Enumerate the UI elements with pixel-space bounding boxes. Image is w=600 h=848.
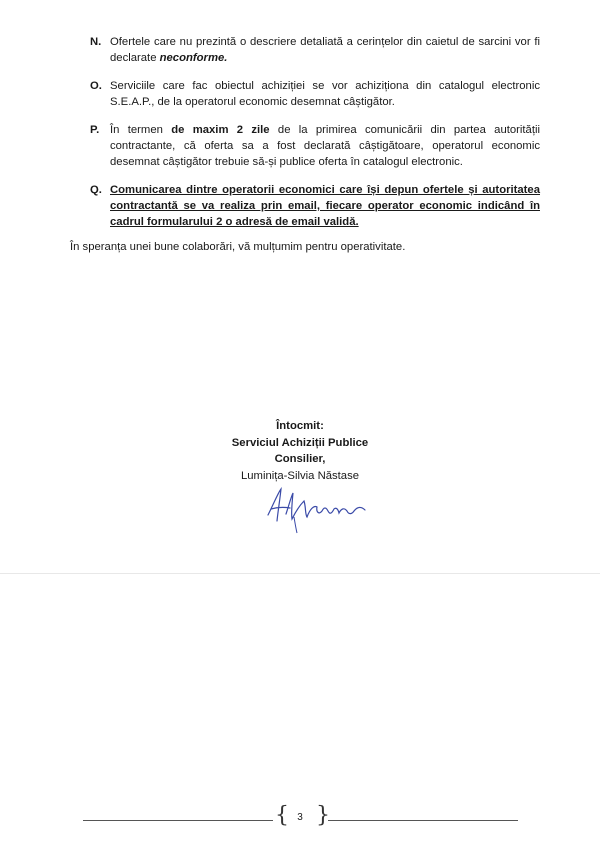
handwritten-signature bbox=[262, 487, 374, 535]
footer-bracket-right: } bbox=[316, 803, 330, 828]
clause-letter: O. bbox=[90, 80, 102, 92]
signatory-role: Consilier, bbox=[274, 453, 326, 465]
clause-emphasis: neconforme. bbox=[159, 52, 228, 65]
clause-text: Serviciile care fac obiectul achiziției se vor achiziționa din catalogul electronic S.E.A.P., de la operatorul economic desemnat câștigător. bbox=[110, 80, 540, 109]
clause-text-part: În termen bbox=[110, 124, 172, 136]
clause-letter: P. bbox=[90, 124, 100, 136]
clause-q bbox=[90, 182, 540, 231]
clause-emphasis: de maxim 2 zile bbox=[171, 124, 270, 136]
clause-text-part: de la primirea comunicării din partea autorității contractante, că oferta sa a fost declarată câștigătoare, operatorul economic desemnat câștigător trebuie să-și publice oferta în catalogul electronic. bbox=[110, 124, 541, 169]
clause-o bbox=[90, 78, 540, 110]
page-divider bbox=[0, 573, 600, 574]
clause-text bbox=[110, 34, 540, 66]
clause-text-part: Ofertele care nu prezintă o descriere detaliată a cerințelor din caietul de sarcini vor fi declarate bbox=[110, 36, 540, 65]
clause-p bbox=[90, 122, 540, 171]
clause-letter: N. bbox=[90, 36, 102, 48]
signatory-heading: Întocmit: bbox=[276, 420, 324, 432]
footer-rule-left bbox=[83, 820, 273, 821]
clause-letter: Q. bbox=[90, 184, 102, 196]
clause-text: Comunicarea dintre operatorii economici care își depun ofertele și autoritatea contractantă se va realiza prin email, fiecare operator economic indicând în cadrul formularului 2 o adresă de email validă. bbox=[110, 184, 540, 229]
signatory-department: Serviciul Achiziții Publice bbox=[231, 436, 369, 449]
clause-n bbox=[90, 34, 540, 66]
signatory-block bbox=[200, 418, 400, 484]
page-number: 3 bbox=[297, 812, 303, 823]
closing-sentence: În speranța unei bune colaborări, vă mulțumim pentru operativitate. bbox=[70, 241, 406, 253]
footer-bracket-left: { bbox=[275, 803, 289, 828]
footer-rule-right bbox=[328, 820, 518, 821]
signatory-name: Luminița-Silvia Năstase bbox=[240, 469, 360, 482]
clause-text bbox=[110, 122, 540, 171]
